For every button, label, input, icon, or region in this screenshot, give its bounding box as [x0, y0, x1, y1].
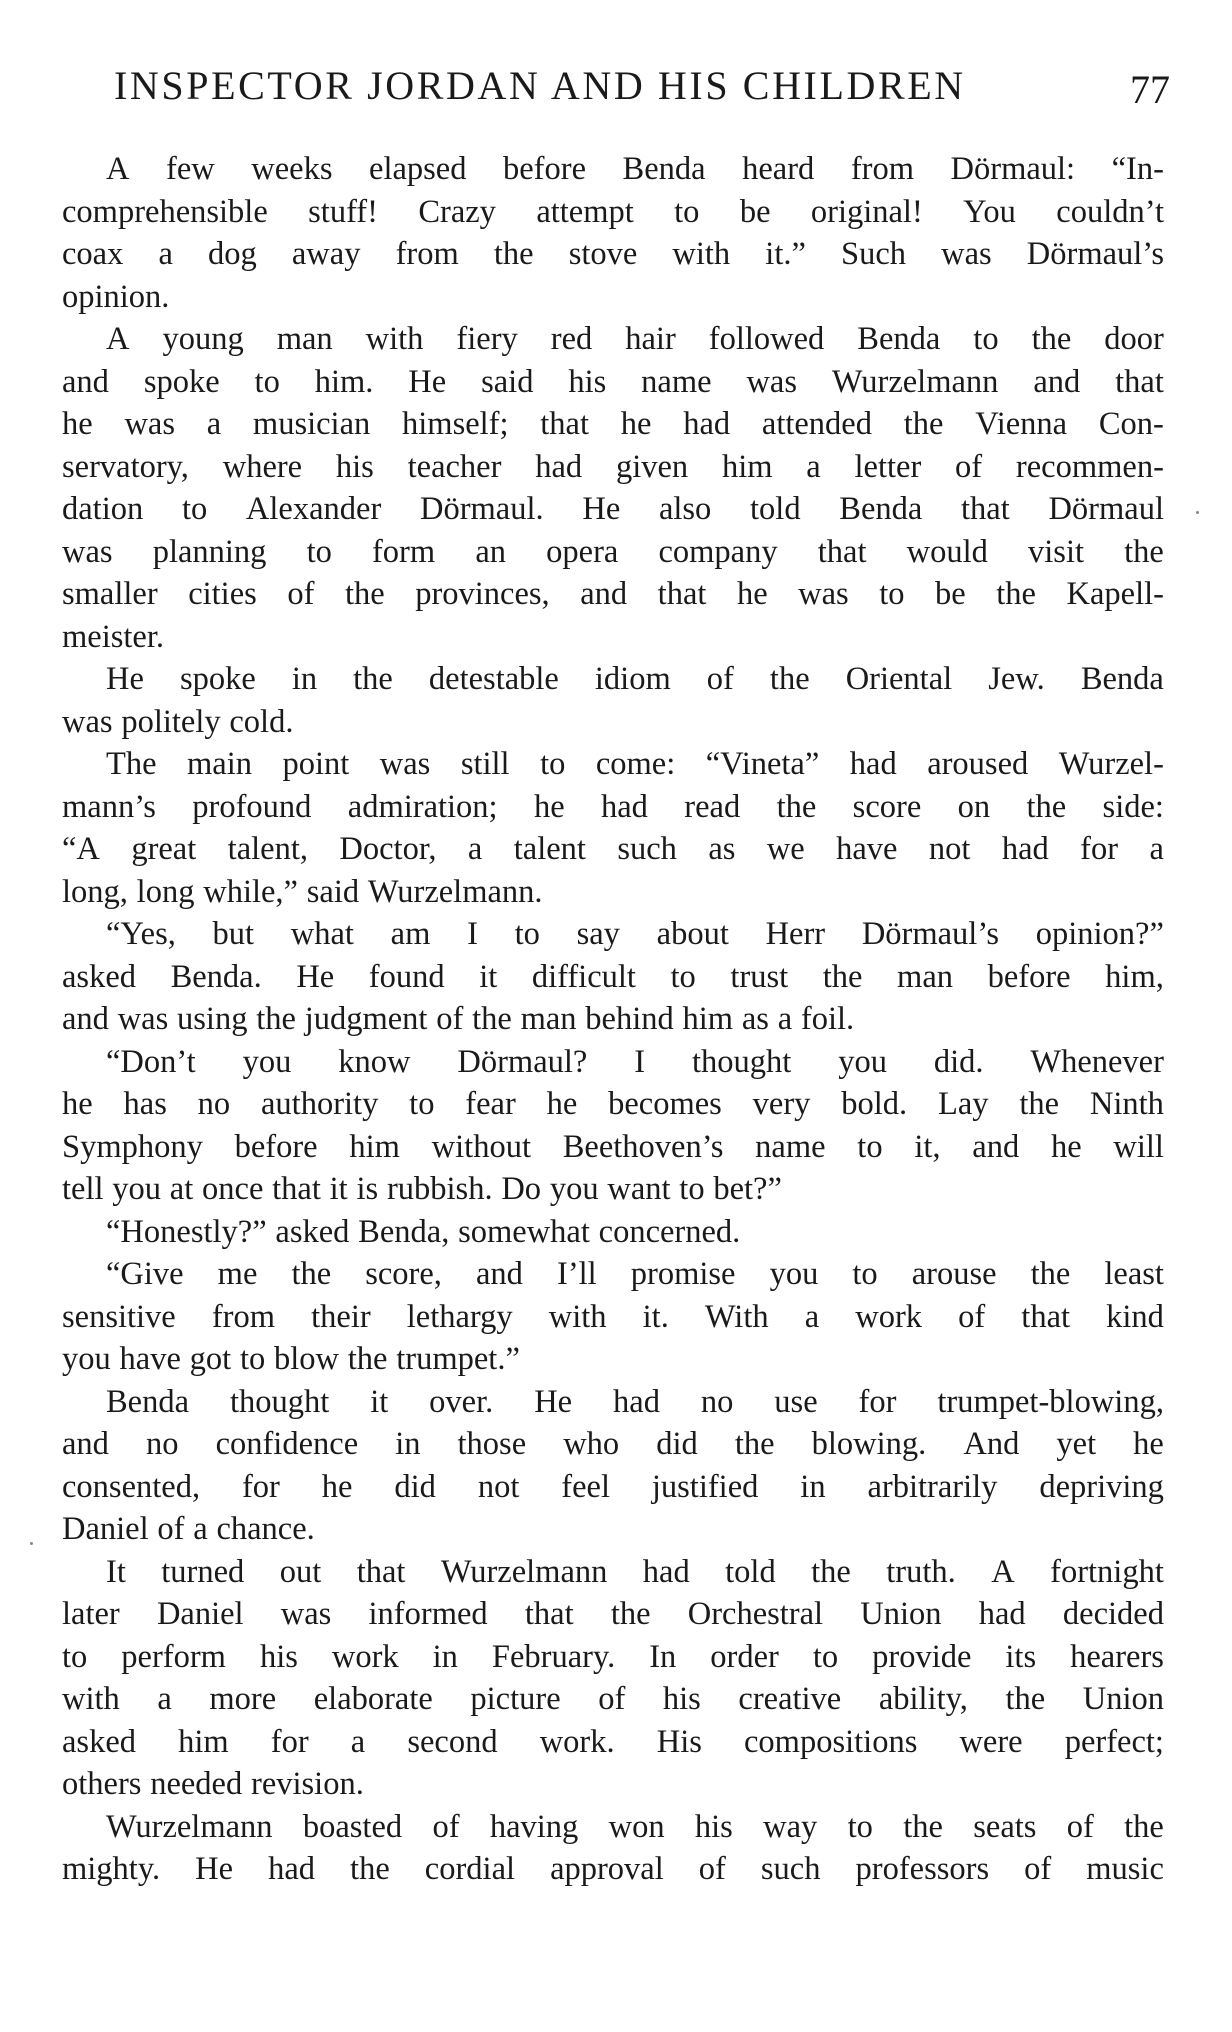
text-line: The main point was still to come: “Vineta” had aroused Wurzel-	[106, 746, 1164, 782]
text-line: “Yes, but what am I to say about Herr Dörmaul’s opinion?”	[106, 916, 1164, 952]
text-line: dation to Alexander Dörmaul. He also told Benda that Dörmaul	[62, 491, 1164, 527]
text-line: you have got to blow the trumpet.”	[62, 1341, 520, 1377]
text-line: later Daniel was informed that the Orchestral Union had decided	[62, 1596, 1164, 1632]
text-line: comprehensible stuff! Crazy attempt to be original! You couldn’t	[62, 193, 1164, 230]
text-line: coax a dog away from the stove with it.” Such was Dörmaul’s	[62, 236, 1164, 272]
text-line: smaller cities of the provinces, and that he was to be the Kapell-	[62, 576, 1164, 612]
text-line: and no confidence in those who did the blowing. And yet he	[62, 1426, 1164, 1462]
text-line: “Give me the score, and I’ll promise you to arouse the least	[106, 1256, 1164, 1292]
text-line: to perform his work in February. In order to provide its hearers	[62, 1638, 1164, 1675]
text-line: asked him for a second work. His compositions were perfect;	[62, 1723, 1164, 1760]
text-line: A few weeks elapsed before Benda heard from Dörmaul: “In-	[106, 151, 1164, 187]
text-line: Symphony before him without Beethoven’s name to it, and he will	[62, 1128, 1164, 1165]
text-line: “A great talent, Doctor, a talent such as we have not had for a	[62, 831, 1164, 867]
print-speck	[1196, 511, 1199, 514]
text-line: and spoke to him. He said his name was Wurzelmann and that	[62, 363, 1164, 400]
text-line: opinion.	[62, 278, 170, 315]
text-line: Benda thought it over. He had no use for trumpet-blowing,	[106, 1383, 1164, 1420]
text-line: meister.	[62, 618, 164, 655]
text-line: he has no authority to fear he becomes very bold. Lay the Ninth	[62, 1086, 1164, 1122]
text-line: Wurzelmann boasted of having won his way to the seats of the	[106, 1808, 1164, 1845]
text-line: “Don’t you know Dörmaul? I thought you did. Whenever	[106, 1043, 1164, 1080]
text-line: servatory, where his teacher had given him a letter of recommen-	[62, 448, 1164, 485]
text-line: others needed revision.	[62, 1766, 364, 1802]
text-line: A young man with fiery red hair followed Benda to the door	[106, 321, 1164, 357]
text-line: It turned out that Wurzelmann had told the truth. A fortnight	[106, 1553, 1164, 1590]
text-line: long, long while,” said Wurzelmann.	[62, 873, 543, 910]
text-line: he was a musician himself; that he had attended the Vienna Con-	[62, 406, 1164, 442]
text-line: and was using the judgment of the man behind him as a foil.	[62, 1001, 855, 1037]
text-line: “Honestly?” asked Benda, somewhat concerned.	[106, 1213, 741, 1250]
text-line: consented, for he did not feel justified in arbitrarily depriving	[62, 1468, 1164, 1505]
print-speck	[30, 1542, 33, 1545]
text-line: was politely cold.	[62, 703, 294, 740]
text-line: asked Benda. He found it difficult to trust the man before him,	[62, 958, 1164, 995]
running-head	[110, 62, 1170, 122]
text-line: Daniel of a chance.	[62, 1511, 315, 1547]
text-line: mann’s profound admiration; he had read the score on the side:	[62, 788, 1164, 825]
body-text	[62, 148, 1164, 1891]
page-number: 77	[1130, 67, 1170, 112]
text-line: He spoke in the detestable idiom of the Oriental Jew. Benda	[106, 661, 1164, 697]
running-title: INSPECTOR JORDAN AND HIS CHILDREN	[114, 63, 966, 108]
text-line: with a more elaborate picture of his creative ability, the Union	[62, 1681, 1164, 1717]
text-line: mighty. He had the cordial approval of such professors of music	[62, 1851, 1164, 1887]
text-line: sensitive from their lethargy with it. With a work of that kind	[62, 1298, 1164, 1335]
text-line: tell you at once that it is rubbish. Do you want to bet?”	[62, 1171, 782, 1207]
text-line: was planning to form an opera company that would visit the	[62, 533, 1164, 570]
